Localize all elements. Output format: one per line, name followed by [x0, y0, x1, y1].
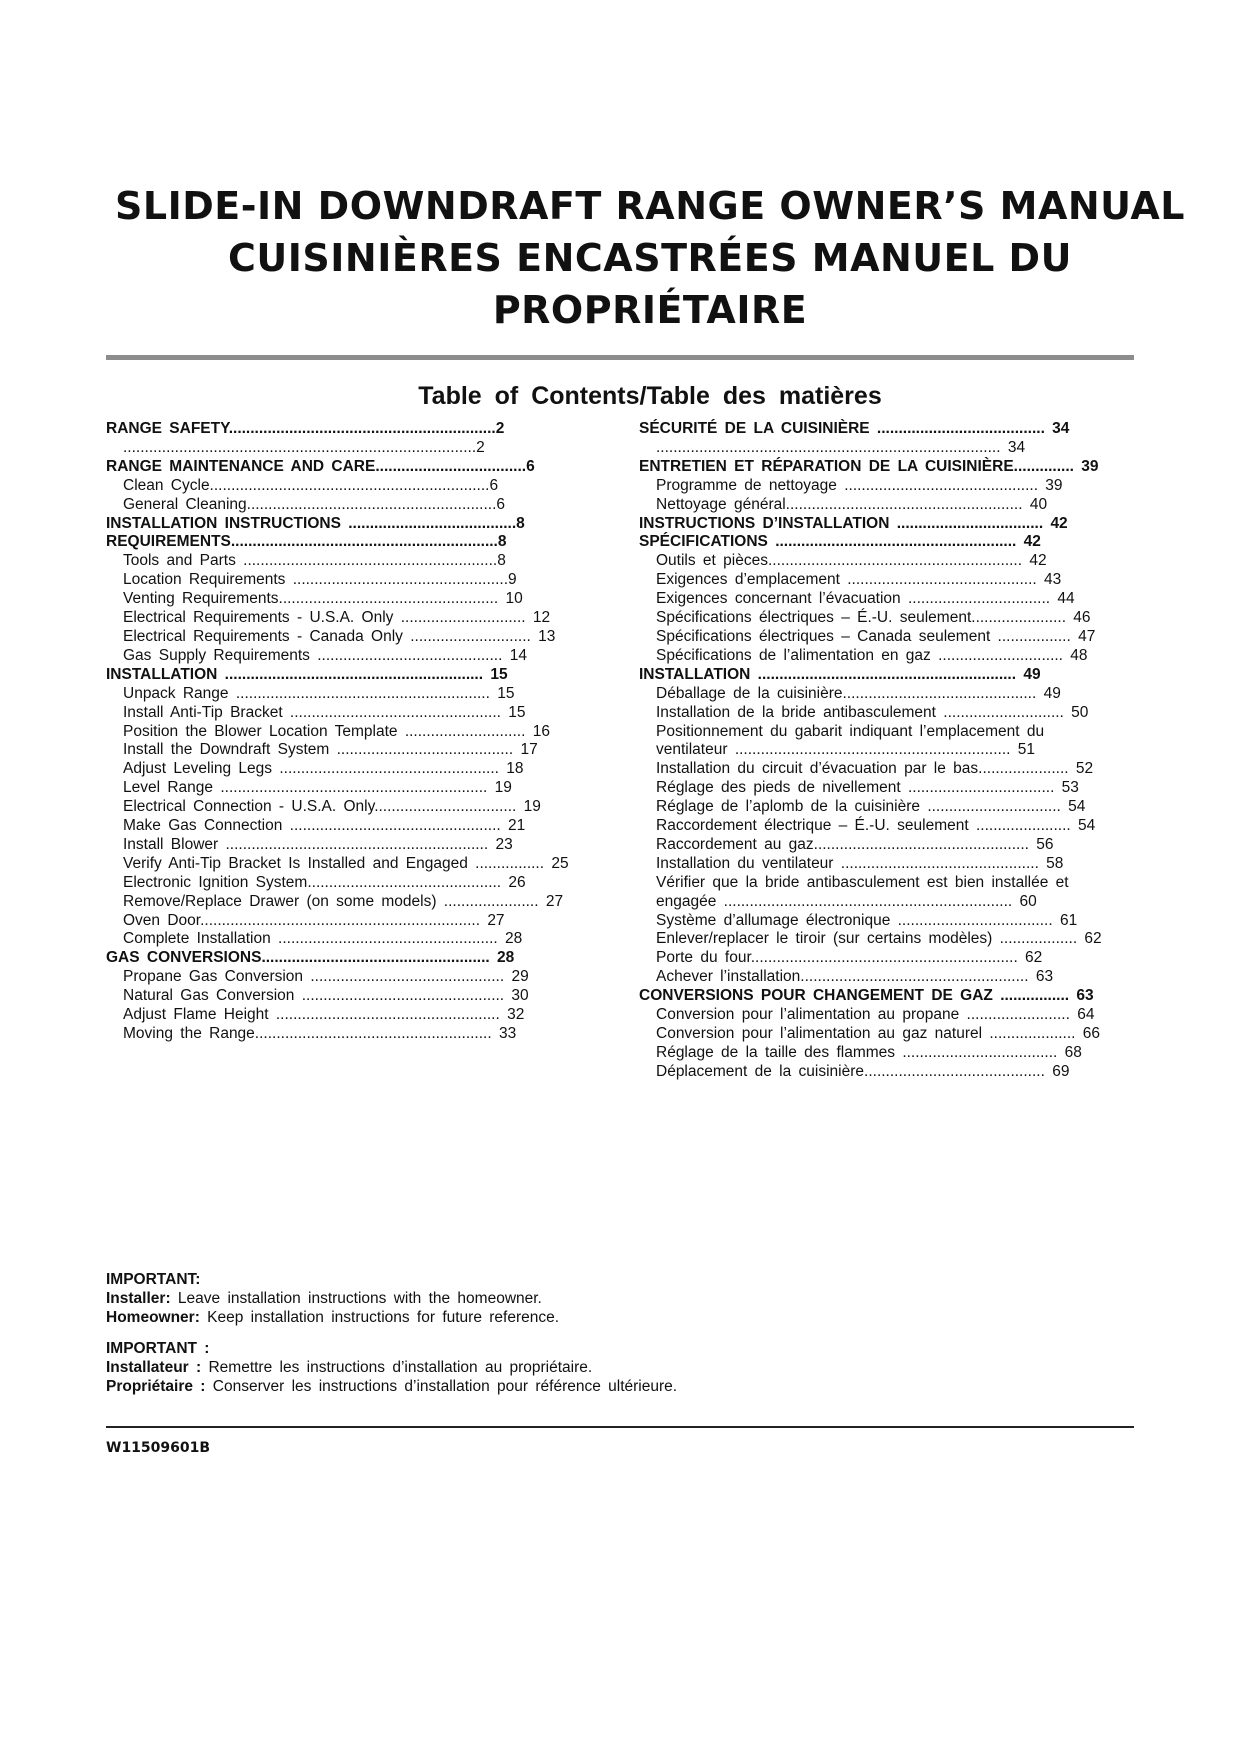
toc-entry: Adjust Flame Height .................................................... 32 [123, 1006, 525, 1024]
toc-entry: Vérifier que la bride antibasculement est bien installée et [656, 873, 1069, 891]
toc-entry: Venting Requirements................................................... 10 [123, 590, 523, 608]
toc-entry: Exigences d’emplacement ............................................ 43 [656, 571, 1062, 589]
toc-section-entry: INSTALLATION INSTRUCTIONS .......................................8 [106, 514, 525, 532]
toc-entry: Verify Anti-Tip Bracket Is Installed and Engaged ................ 25 [123, 854, 569, 872]
toc-entry: Réglage de l’aplomb de la cuisinière ............................... 54 [656, 798, 1086, 816]
toc-entry: Position the Blower Location Template ............................ 16 [123, 722, 550, 740]
toc-entry: Déballage de la cuisinière............................................. 49 [656, 684, 1061, 702]
toc-entry: Achever l’installation..................................................... 63 [656, 968, 1054, 986]
toc-entry: Natural Gas Conversion ............................................... 30 [123, 987, 529, 1005]
toc-section-entry: INSTALLATION ............................................................ 49 [639, 665, 1041, 683]
toc-section-entry: INSTRUCTIONS D’INSTALLATION .................................. 42 [639, 514, 1068, 532]
toc-entry: Programme de nettoyage ............................................. 39 [656, 476, 1063, 494]
toc-entry: Installation de la bride antibasculement ............................ 50 [656, 703, 1089, 721]
title-line-2: CUISINIÈRES ENCASTRÉES MANUEL DU [228, 236, 1072, 280]
homeowner-note-en: Homeowner: Keep installation instructions for future reference. [106, 1309, 560, 1326]
toc-entry: Spécifications électriques – É.-U. seulement...................... 46 [656, 609, 1091, 627]
toc-entry: engagée ................................................................... 60 [656, 892, 1037, 910]
toc-heading: Table of Contents/Table des matières [418, 382, 882, 410]
toc-entry: ................................................................................ 34 [656, 438, 1026, 456]
toc-entry: Complete Installation ................................................... 28 [123, 930, 523, 948]
footer-divider [106, 1426, 1134, 1428]
toc-entry: ..................................................................................2 [123, 438, 485, 456]
toc-entry: Raccordement au gaz.................................................. 56 [656, 835, 1054, 853]
toc-entry: Positionnement du gabarit indiquant l’emplacement du [656, 722, 1045, 740]
toc-section-entry: RANGE MAINTENANCE AND CARE...................................6 [106, 457, 535, 475]
important-heading-en: IMPORTANT: [106, 1271, 201, 1288]
toc-entry: Enlever/replacer le tiroir (sur certains modèles) .................. 62 [656, 930, 1102, 948]
toc-entry: Porte du four.............................................................. 62 [656, 949, 1043, 967]
toc-entry: Adjust Leveling Legs ................................................... 18 [123, 760, 524, 778]
toc-entry: Moving the Range....................................................... 33 [123, 1025, 517, 1042]
title-line-3: PROPRIÉTAIRE [492, 288, 808, 332]
toc-entry: Clean Cycle.................................................................6 [123, 476, 499, 494]
title-line-1: SLIDE-IN DOWNDRAFT RANGE OWNER’S MANUAL [114, 184, 1185, 228]
toc-section-entry: CONVERSIONS POUR CHANGEMENT DE GAZ ................ 63 [639, 987, 1094, 1005]
toc-entry: Level Range .............................................................. 19 [123, 779, 512, 797]
toc-entry: Oven Door................................................................. 27 [123, 911, 505, 929]
toc-entry: Conversion pour l’alimentation au gaz naturel .................... 66 [656, 1025, 1101, 1042]
toc-entry: Système d’allumage électronique .................................... 61 [656, 911, 1078, 929]
toc-entry: Nettoyage général....................................................... 40 [656, 495, 1048, 513]
owner-note-fr: Propriétaire : Conserver les instructions d’installation pour référence ultérieure. [106, 1378, 678, 1395]
installer-note-fr: Installateur : Remettre les instructions d’installation au propriétaire. [106, 1359, 593, 1376]
toc-entry: General Cleaning..........................................................6 [123, 495, 506, 513]
toc-section-entry: INSTALLATION ............................................................ 15 [106, 665, 508, 683]
toc-entry: Unpack Range ........................................................... 15 [123, 684, 515, 702]
document-code: W11509601B [106, 1440, 211, 1456]
toc-section-entry: RANGE SAFETY..............................................................2 [106, 420, 505, 437]
toc-entry: Propane Gas Conversion ............................................. 29 [123, 968, 529, 986]
toc-section-entry: REQUIREMENTS..............................................................8 [106, 533, 507, 551]
toc-section-entry: GAS CONVERSIONS..................................................... 28 [106, 949, 515, 967]
toc-entry: Location Requirements ..................................................9 [123, 571, 517, 589]
toc-entry: Gas Supply Requirements ........................................... 14 [123, 646, 527, 664]
document-title [60, 180, 1240, 336]
important-notices [106, 1270, 1006, 1396]
toc-entry: Make Gas Connection ................................................. 21 [123, 817, 526, 835]
installer-note-en: Installer: Leave installation instructions with the homeowner. [106, 1290, 542, 1307]
toc-entry: Réglage des pieds de nivellement .................................. 53 [656, 779, 1079, 797]
toc-entry: Tools and Parts ...........................................................8 [123, 552, 506, 570]
toc-column-english [106, 420, 646, 1044]
title-divider [106, 355, 1134, 360]
toc-entry: Exigences concernant l’évacuation ................................. 44 [656, 590, 1075, 608]
important-heading-fr: IMPORTANT : [106, 1340, 210, 1357]
toc-section-entry: SÉCURITÉ DE LA CUISINIÈRE ....................................... 34 [639, 420, 1070, 437]
toc-entry: Conversion pour l’alimentation au propane ........................ 64 [656, 1006, 1095, 1024]
toc-section-entry: SPÉCIFICATIONS ........................................................ 42 [639, 533, 1041, 551]
toc-entry: Réglage de la taille des flammes .................................... 68 [656, 1043, 1082, 1061]
toc-entry: Installation du circuit d’évacuation par le bas..................... 52 [656, 760, 1094, 778]
toc-entry: Install the Downdraft System ......................................... 17 [123, 741, 538, 759]
toc-entry: Install Blower ............................................................. 23 [123, 835, 513, 853]
toc-column-french [639, 420, 1199, 1082]
toc-entry: ventilateur ................................................................ 51 [656, 741, 1035, 759]
toc-entry: Electrical Requirements - U.S.A. Only ............................. 12 [123, 609, 551, 627]
toc-entry: Spécifications électriques – Canada seulement ................. 47 [656, 627, 1096, 645]
toc-entry: Install Anti-Tip Bracket ................................................. 15 [123, 703, 526, 721]
toc-entry: Electrical Requirements - Canada Only ............................ 13 [123, 627, 556, 645]
toc-entry: Spécifications de l’alimentation en gaz ............................. 48 [656, 646, 1088, 664]
toc-entry: Raccordement électrique – É.-U. seulement ...................... 54 [656, 817, 1096, 835]
toc-entry: Electrical Connection - U.S.A. Only................................. 19 [123, 798, 541, 816]
toc-entry: Outils et pièces........................................................... 42 [656, 552, 1047, 570]
toc-section-entry: ENTRETIEN ET RÉPARATION DE LA CUISINIÈRE.............. 39 [639, 457, 1099, 475]
toc-entry: Déplacement de la cuisinière.......................................... 69 [656, 1062, 1070, 1080]
toc-entry: Electronic Ignition System............................................. 26 [123, 873, 526, 891]
toc-entry: Remove/Replace Drawer (on some models) ...................... 27 [123, 892, 564, 910]
toc-entry: Installation du ventilateur .............................................. 58 [656, 854, 1064, 872]
